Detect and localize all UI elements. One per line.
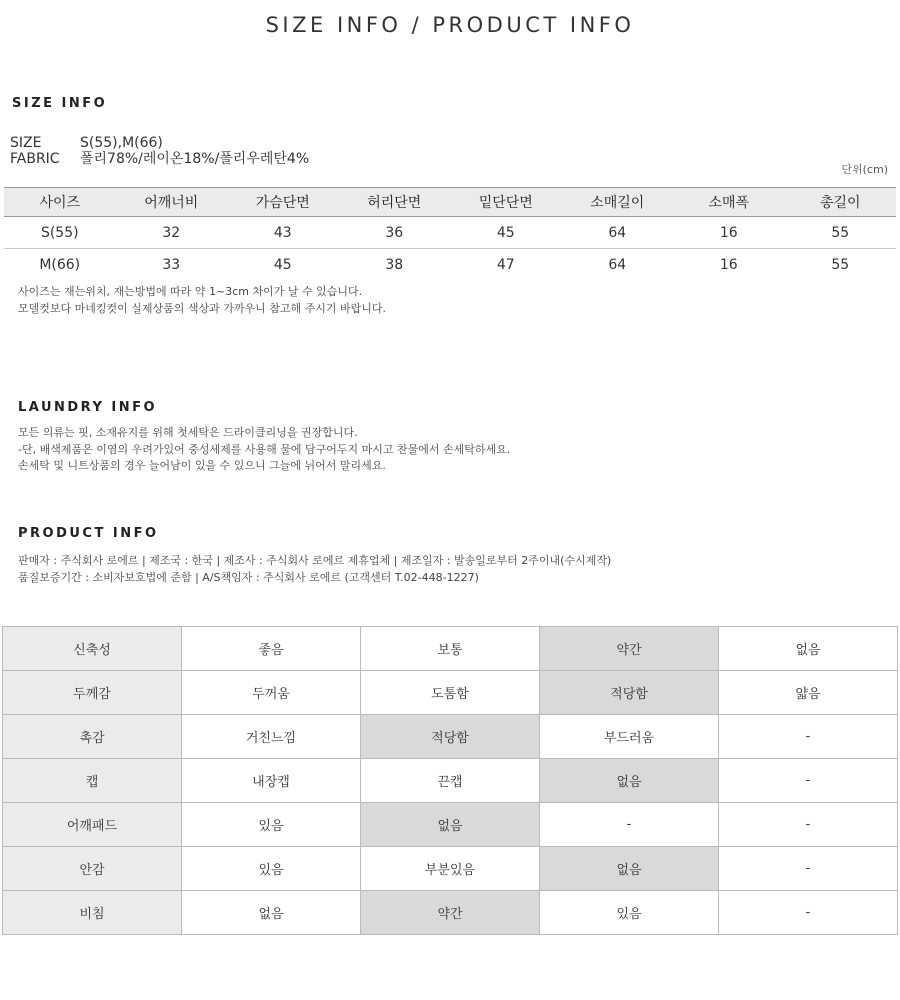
property-table (2, 626, 898, 935)
property-row (3, 891, 898, 935)
property-label: 캡 (3, 759, 182, 803)
column-header: 총길이 (785, 188, 897, 217)
laundry-info-heading: LAUNDRY INFO (18, 400, 158, 415)
table-cell: 16 (719, 256, 738, 273)
property-row (3, 671, 898, 715)
product-info-heading: PRODUCT INFO (18, 526, 159, 541)
property-option: 있음 (182, 803, 361, 847)
property-option: 없음 (719, 627, 898, 671)
table-row (4, 217, 896, 249)
table-cell: 43 (227, 217, 339, 249)
laundry-notes (18, 425, 510, 475)
property-label: 신축성 (3, 627, 182, 671)
size-table (4, 187, 896, 280)
table-cell: 36 (339, 217, 451, 249)
table-cell: 55 (785, 217, 897, 249)
size-spec-row (10, 135, 163, 151)
column-header: 소매길이 (562, 188, 674, 217)
property-option: 부드러움 (540, 715, 719, 759)
property-label: 두께감 (3, 671, 182, 715)
property-row (3, 847, 898, 891)
note-line: 모델컷보다 마네킹컷이 실제상품의 색상과 가까우니 참고해 주시기 바랍니다. (18, 301, 387, 315)
property-label: 안감 (3, 847, 182, 891)
property-option: - (719, 891, 898, 935)
property-option: 내장캡 (182, 759, 361, 803)
column-header: 가슴단면 (227, 188, 339, 217)
note-line: 사이즈는 재는위치, 재는방법에 따라 약 1~3cm 차이가 날 수 있습니다. (18, 285, 363, 298)
property-option-selected: 적당함 (361, 715, 540, 759)
property-option: 얇음 (719, 671, 898, 715)
note-line: 모든 의류는 핏, 소재유지를 위해 첫세탁은 드라이클리닝을 권장합니다. (18, 426, 358, 439)
property-option: - (719, 803, 898, 847)
size-value: S(55),M(66) (80, 135, 163, 151)
size-label: SIZE (10, 135, 42, 151)
property-row (3, 803, 898, 847)
property-row (3, 627, 898, 671)
product-notes (18, 553, 611, 586)
property-option-selected: 없음 (361, 803, 540, 847)
property-option-selected: 약간 (540, 627, 719, 671)
note-line: -단, 배색제품은 이염의 우려가있어 중성세제를 사용해 물에 담구어두지 마시고 찬물에서 손세탁하세요. (18, 442, 511, 456)
size-notes (18, 284, 386, 317)
column-header: 밑단단면 (450, 188, 562, 217)
table-cell: 47 (496, 256, 515, 273)
column-header: 사이즈 (4, 188, 116, 217)
note-line: 손세탁 및 니트상품의 경우 늘어남이 있을 수 있으니 그늘에 뉘어서 말리세요. (18, 459, 386, 472)
property-row (3, 715, 898, 759)
size-table-header (4, 188, 896, 217)
property-label: 촉감 (3, 715, 182, 759)
property-label: 비침 (3, 891, 182, 935)
table-cell: S(55) (4, 217, 116, 249)
property-option: - (719, 847, 898, 891)
property-option: 좋음 (182, 627, 361, 671)
table-cell: 45 (273, 256, 292, 273)
fabric-label: FABRIC (10, 151, 60, 167)
table-cell: 64 (562, 217, 674, 249)
property-option: - (540, 803, 719, 847)
table-row (4, 249, 896, 281)
table-cell: M(66) (39, 256, 81, 273)
column-header: 소매폭 (673, 188, 785, 217)
property-option: 있음 (540, 891, 719, 935)
size-info-heading: SIZE INFO (12, 96, 108, 111)
fabric-value: 폴리78%/레이온18%/폴리우레탄4% (80, 151, 310, 167)
property-option-selected: 없음 (540, 759, 719, 803)
table-cell: 32 (116, 217, 228, 249)
property-option: 부분있음 (361, 847, 540, 891)
property-label: 어깨패드 (3, 803, 182, 847)
property-option: 있음 (182, 847, 361, 891)
property-option: 두꺼움 (182, 671, 361, 715)
property-option-selected: 약간 (361, 891, 540, 935)
note-line: 판매자 : 주식회사 로에르 | 제조국 : 한국 | 제조사 : 주식회사 로에르 제휴업체 | 제조일자 : 발송일로부터 2주이내(수시제작) (18, 554, 612, 567)
property-option-selected: 없음 (540, 847, 719, 891)
unit-label: 단위(cm) (841, 163, 888, 176)
table-cell: 64 (608, 256, 627, 273)
property-option: - (719, 715, 898, 759)
note-line: 품질보증기간 : 소비자보호법에 준함 | A/S책임자 : 주식회사 로에르 (고객센터 T.02-448-1227) (18, 570, 479, 584)
column-header: 어깨너비 (116, 188, 228, 217)
property-option: - (719, 759, 898, 803)
property-option: 도톰함 (361, 671, 540, 715)
table-cell: 33 (162, 256, 181, 273)
page-title: SIZE INFO / PRODUCT INFO (265, 13, 635, 37)
property-option-selected: 적당함 (540, 671, 719, 715)
property-option: 보통 (361, 627, 540, 671)
table-cell: 38 (385, 256, 404, 273)
property-option: 없음 (182, 891, 361, 935)
table-cell: 45 (450, 217, 562, 249)
property-option: 거친느낌 (182, 715, 361, 759)
table-cell: 16 (673, 217, 785, 249)
fabric-spec-row (10, 151, 309, 167)
table-cell: 55 (831, 256, 850, 273)
property-option: 끈캡 (361, 759, 540, 803)
column-header: 허리단면 (339, 188, 451, 217)
property-row (3, 759, 898, 803)
